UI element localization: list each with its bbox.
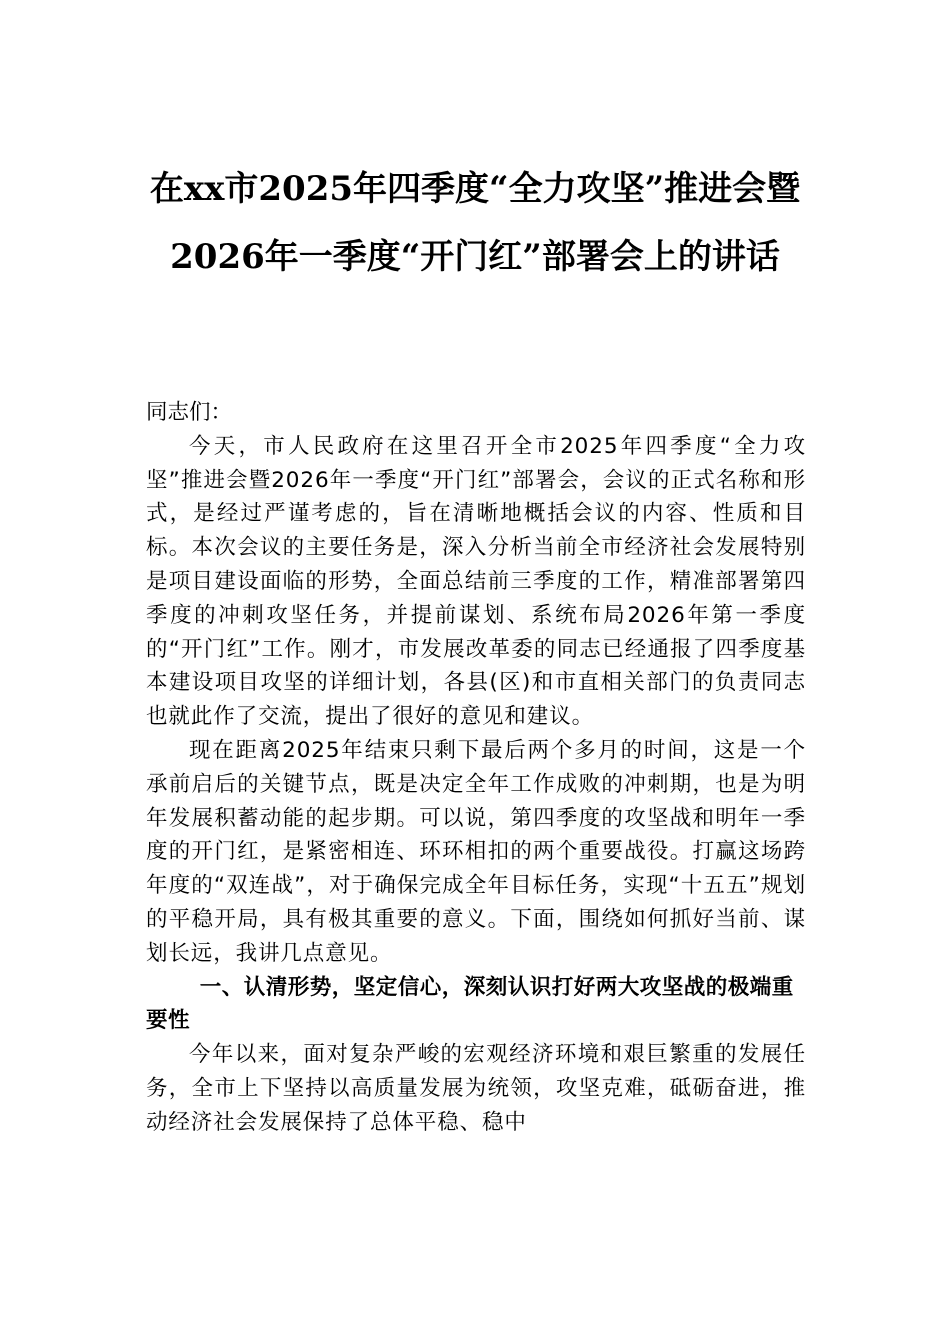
section-paragraph: 今年以来，面对复杂严峻的宏观经济环境和艰巨繁重的发展任务，全市上下坚持以高质量发展为统领，攻坚克难，砥砺奋进，推动经济社会发展保持了总体平稳、稳中 [146,1042,806,1135]
paragraph-context: 现在距离2025年结束只剩下最后两个多月的时间，这是一个承前启后的关键节点，既是决定全年工作成败的冲刺期，也是为明年发展积蓄动能的起步期。可以说，第四季度的攻坚战和明年一季度的开门红，是紧密相连、环环相扣的两个重要战役。打赢这场跨年度的“双连战”，对于确保完成全年目标任务，实现“十五五”规划的平稳开局，具有极其重要的意义。下面，围绕如何抓好当前、谋划长远，我讲几点意见。 [146,737,806,966]
document-body [146,396,806,1140]
paragraph-opening: 今天，市人民政府在这里召开全市2025年四季度“全力攻坚”推进会暨2026年一季度“开门红”部署会，会议的正式名称和形式，是经过严谨考虑的，旨在清晰地概括会议的内容、性质和目标。本次会议的主要任务是，深入分析当前全市经济社会发展特别是项目建设面临的形势，全面总结前三季度的工作，精准部署第四季度的冲刺攻坚任务，并提前谋划、系统布局2026年第一季度的“开门红”工作。刚才，市发展改革委的同志已经通报了四季度基本建设项目攻坚的详细计划，各县(区)和市直相关部门的负责同志也就此作了交流，提出了很好的意见和建议。 [146,433,806,730]
section-heading: 一、认清形势，坚定信心，深刻认识打好两大攻坚战的极端重要性 [146,974,794,1034]
document-title: 在xx市2025年四季度“全力攻坚”推进会暨2026年一季度“开门红”部署会上的讲话 [149,169,801,277]
greeting: 同志们： [146,400,233,425]
